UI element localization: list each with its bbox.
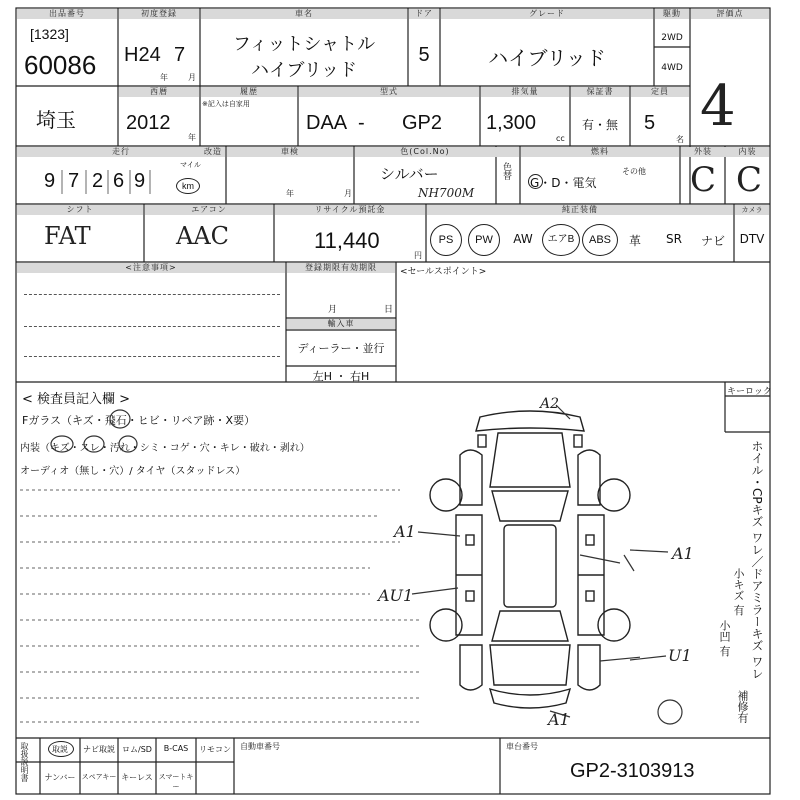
mileage-digit-3: 2 (92, 170, 104, 192)
km-circled: km (176, 178, 200, 194)
sales-point-label: <セールスポイント> (400, 267, 487, 277)
equip-aw: AW (513, 232, 533, 246)
equip-sr: SR (666, 232, 682, 246)
mileage-digit-1: 9 (44, 170, 56, 192)
mark-right-rear: U1 (668, 646, 692, 665)
inspection-month-unit: 月 (344, 189, 352, 198)
color-code: NH700M (418, 186, 475, 200)
model-dash: - (358, 112, 365, 134)
import-label: 輸入車 (327, 319, 355, 328)
first-reg-month: 7 (174, 44, 186, 66)
mileage-digit-5: 9 (134, 170, 146, 192)
color-name: シルバー (380, 165, 439, 183)
displacement-value: 1,300 (486, 112, 537, 134)
mark-rear: A1 (548, 710, 570, 729)
reg-month-mark: 月 (328, 305, 338, 315)
opt-navi-manual: ナビ取説 (83, 745, 115, 754)
drive-label: 駆動 (663, 9, 681, 18)
score-label: 評価点 (716, 9, 744, 18)
footer-col-label-1: 取扱説明書 (20, 742, 29, 782)
inspector-line2: 内装（キズ・スレ・汚れ・シミ・コゲ・穴・キレ・破れ・剥れ） (20, 443, 310, 454)
mileage-digit-4: 6 (113, 170, 125, 192)
equip-dtv: DTV (739, 232, 765, 246)
capacity-unit: 名 (676, 135, 684, 144)
small-circle-mark (658, 700, 682, 724)
history-label: 履歴 (240, 87, 258, 96)
cc-unit: cc (556, 134, 565, 143)
opt-rom-sd: ロム/SD (122, 745, 152, 754)
exterior-label: 外装 (694, 147, 712, 156)
grade-value: ハイブリッド (488, 46, 606, 70)
opt-manual-circle (48, 741, 74, 757)
model-code: GP2 (402, 112, 443, 134)
mark-left-rear: AU1 (378, 586, 414, 605)
lot-number: 60086 (24, 50, 97, 80)
side-note-sub1: 小キズ 有 (732, 568, 745, 616)
chassis-label: 車台番号 (506, 742, 538, 751)
chassis-number: GP2-3103913 (570, 760, 695, 782)
year-unit: 年 (160, 73, 168, 82)
equip-leather: 革 (628, 234, 641, 248)
inspector-title: < 検査員記入欄 > (22, 392, 131, 407)
opt-spare-key: スペアキー (81, 773, 117, 781)
car-name-line1: フィットシャトル (232, 34, 376, 55)
ac-label: エアコン (191, 205, 227, 214)
capacity-label: 定員 (651, 87, 669, 96)
region: 埼玉 (36, 108, 76, 132)
displacement-label: 排気量 (511, 87, 539, 96)
mile-label: マイル (180, 161, 201, 169)
mileage-label: 走行 (112, 147, 130, 156)
car-name-label: 車名 (295, 9, 313, 18)
inspector-line1: Fガラス（キズ・飛石・ヒビ・リペア跡・X要） (22, 414, 256, 427)
history-sub: ※記入は自家用 (202, 100, 250, 108)
drive-4wd: 4WD (661, 63, 683, 73)
equip-airbag: エアB (542, 224, 580, 256)
key-lock-label: キーロック (727, 387, 772, 397)
score-value: 4 (700, 74, 736, 139)
ac-value: AAC (176, 222, 230, 250)
caution-label: <注意事項> (125, 263, 177, 272)
modified-label: 改造 (204, 147, 222, 156)
equip-abs: ABS (582, 224, 618, 256)
fuel-value: G・D・電気 (530, 176, 597, 190)
yen-unit: 円 (414, 251, 422, 260)
inspection-label: 車検 (281, 147, 299, 156)
fuel-label: 燃料 (591, 147, 609, 156)
shift-value: FAT (44, 222, 91, 250)
first-reg-era: H24 (124, 44, 161, 66)
recycle-value: 11,440 (314, 228, 380, 253)
model-label: 型式 (380, 87, 398, 96)
recycle-label: リサイクル預託金 (314, 205, 386, 214)
equip-pw: PW (468, 224, 500, 256)
doors-value: 5 (418, 44, 430, 66)
drive-2wd: 2WD (661, 33, 683, 43)
equipment-label: 純正装備 (562, 205, 598, 214)
opt-remote: リモコン (199, 745, 231, 754)
opt-keyless: キーレス (121, 773, 153, 782)
camera-label: カメラ (741, 206, 763, 214)
color-label: 色(Col.No) (400, 147, 450, 156)
fuel-other: その他 (622, 167, 646, 176)
mark-front: A2 (540, 396, 560, 412)
lot-label: 出品番号 (49, 9, 85, 18)
steering-side: 左H ・ 右H (312, 370, 370, 383)
western-label: 西暦 (150, 87, 168, 96)
mark-left-front: A1 (394, 522, 416, 541)
grade-label: グレード (529, 9, 565, 18)
side-note-main: ホイル・CPキズ ワレ／ドアミラーキズ ワレ (750, 440, 764, 680)
model-prefix: DAA (306, 112, 348, 134)
color-change-label: 色替 (501, 162, 511, 180)
capacity-value: 5 (644, 112, 656, 134)
side-note-sub3: 補修有 (736, 690, 749, 723)
car-name-line2: ハイブリッド (250, 60, 358, 81)
opt-manual: 取説 (52, 745, 68, 754)
opt-smart-key: スマートキー (158, 773, 194, 791)
inspector-line3: オーディオ（無し・穴）/ タイヤ（スタッドレス） (20, 466, 246, 477)
exterior-grade: C (690, 160, 717, 200)
equip-ps: PS (430, 224, 462, 256)
side-note-sub2: 小凹 有 (718, 620, 731, 657)
year-unit-2: 年 (188, 133, 196, 142)
warranty-label: 保証書 (586, 87, 614, 96)
interior-label: 内装 (738, 147, 757, 156)
mark-right: A1 (672, 544, 694, 563)
reg-number-label: 自動車番号 (240, 742, 280, 751)
lot-bracket: [1323] (30, 26, 69, 42)
reg-deadline-label: 登録期限有効期限 (305, 263, 377, 272)
mileage-digit-2: 7 (68, 170, 80, 192)
opt-bcas: B-CAS (163, 744, 189, 753)
month-unit: 月 (188, 73, 196, 82)
reg-day-mark: 日 (384, 305, 394, 315)
shift-label: シフト (66, 205, 94, 214)
model-year: 2012 (126, 112, 171, 134)
doors-label: ドア (415, 9, 433, 18)
first-reg-label: 初度登録 (141, 9, 177, 18)
opt-number: ナンバー (44, 773, 76, 782)
dealer-parallel: ディーラー・並行 (297, 342, 385, 355)
inspection-year-unit: 年 (286, 189, 294, 198)
warranty-value: 有・無 (581, 118, 618, 132)
interior-grade: C (736, 160, 763, 200)
equip-navi: ナビ (700, 234, 725, 248)
